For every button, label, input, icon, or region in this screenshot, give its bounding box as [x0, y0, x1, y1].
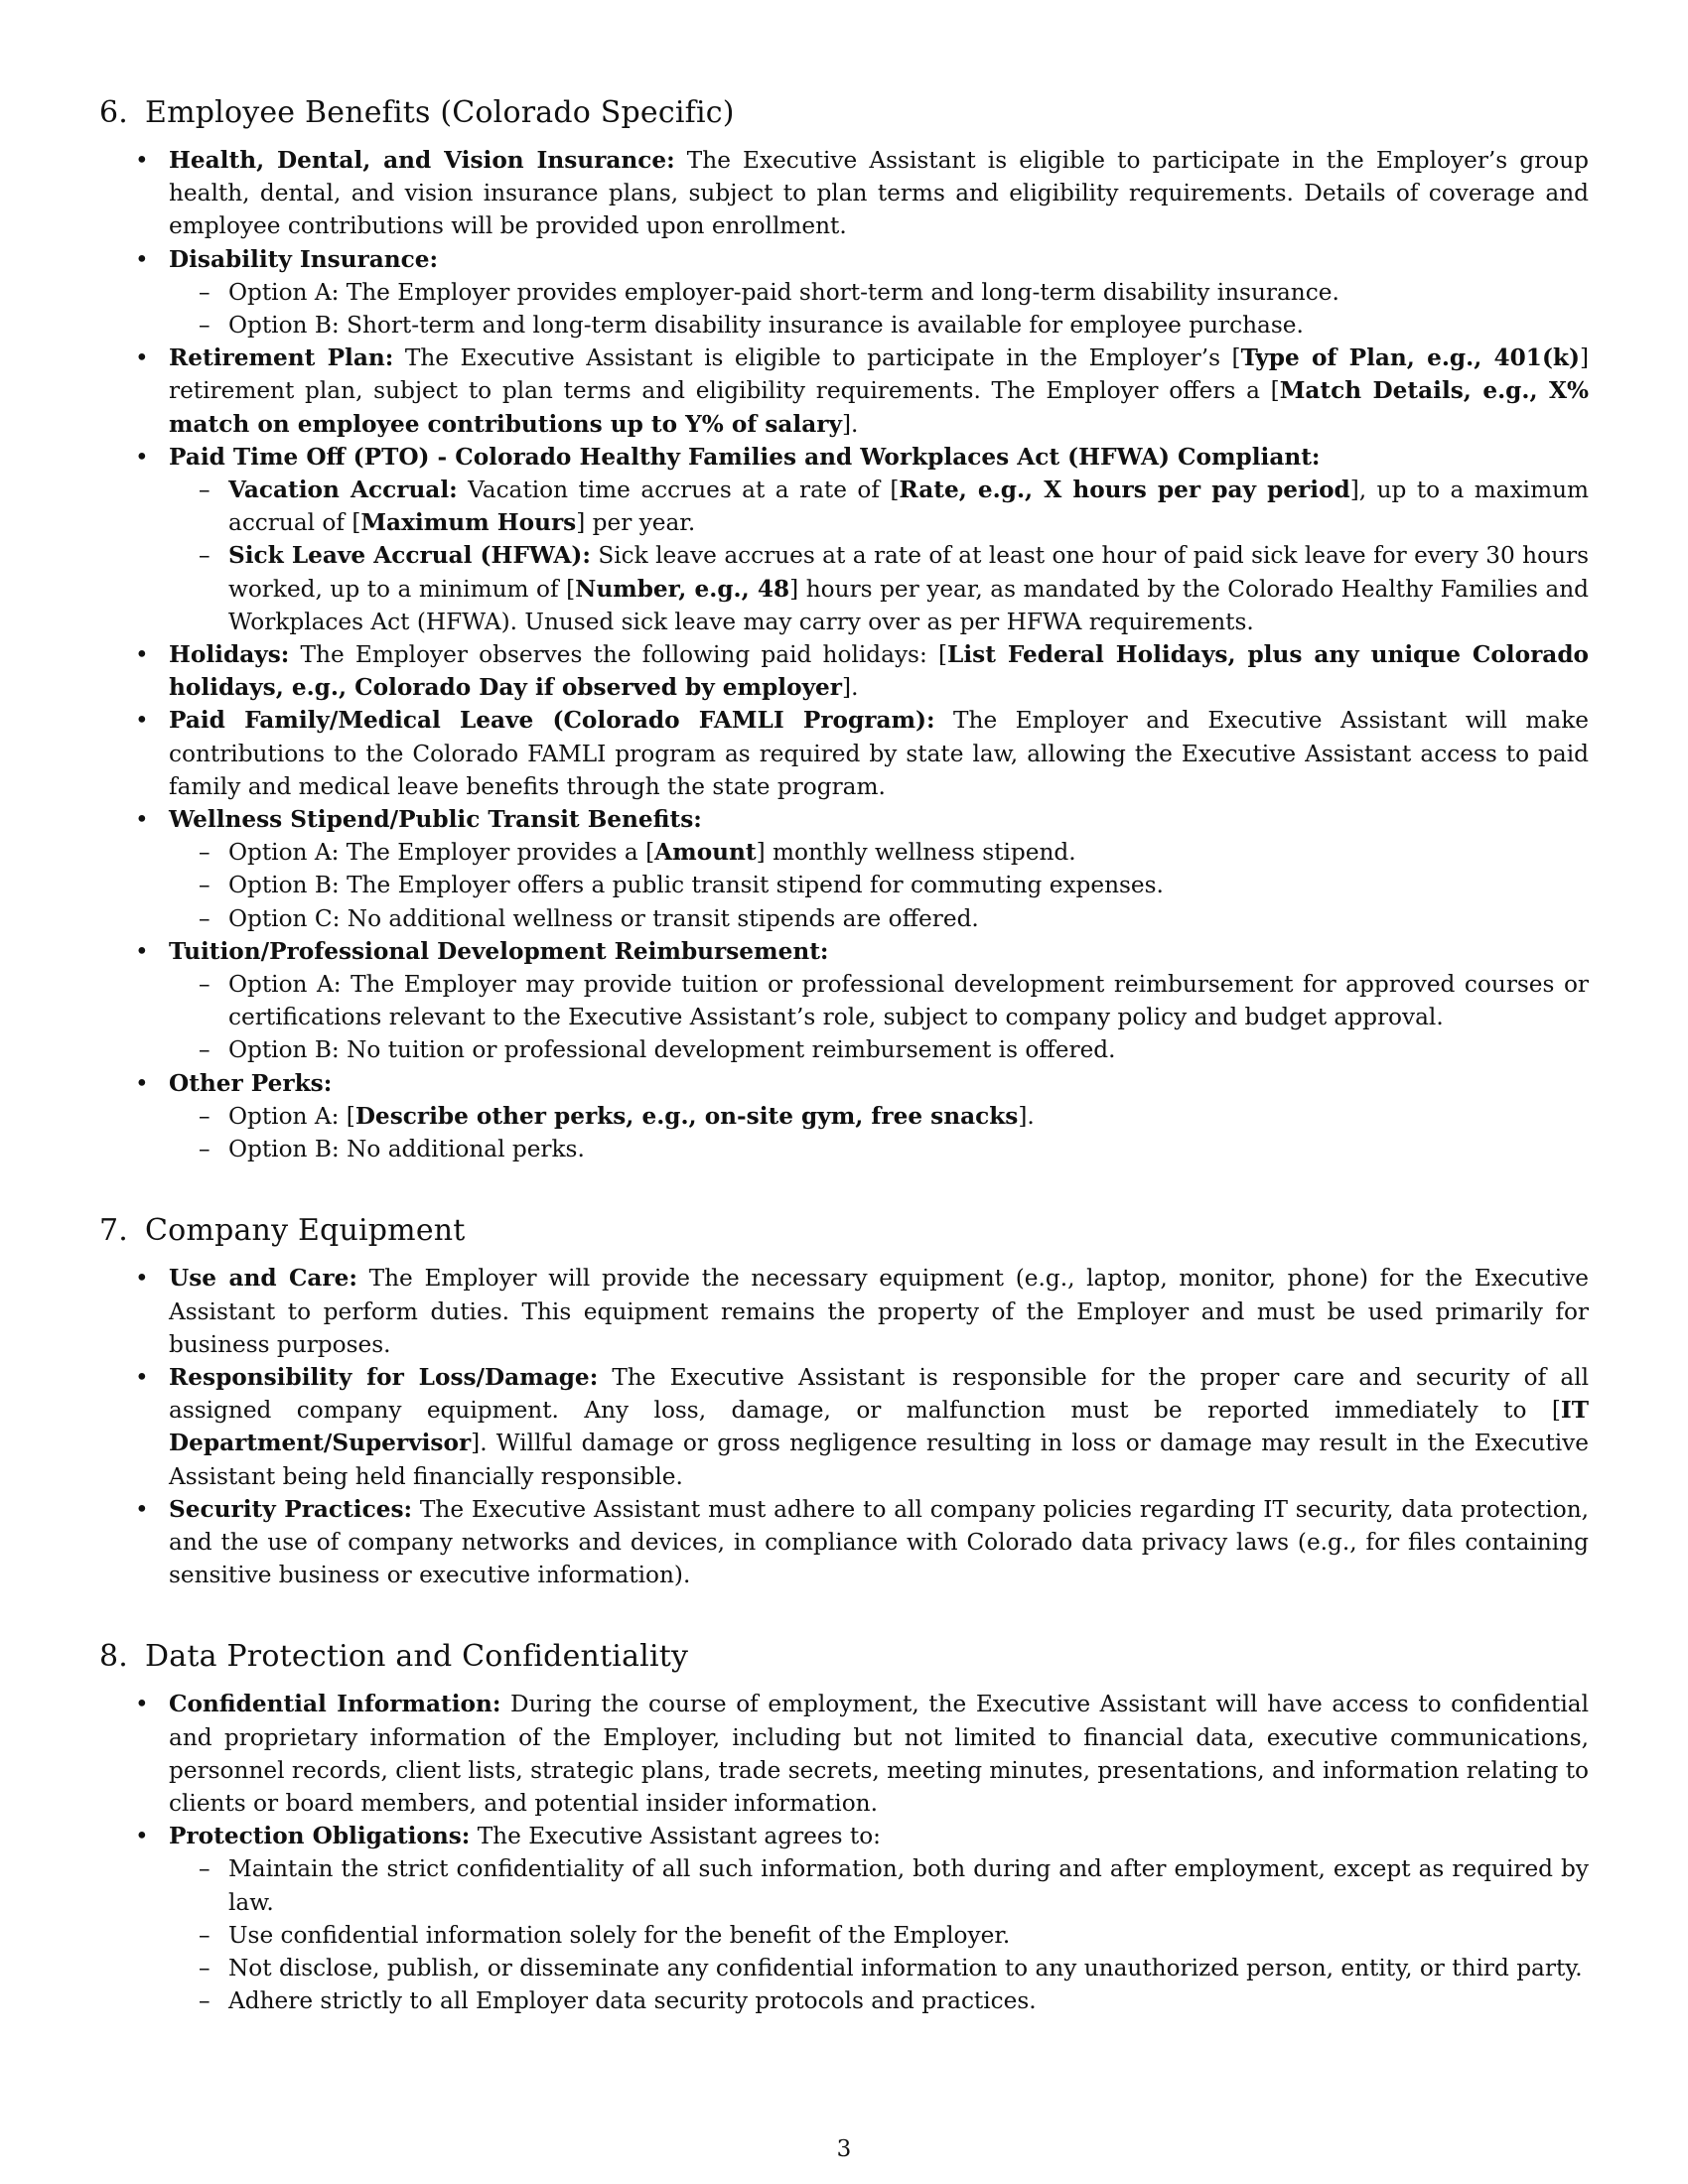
sub-list-item: – Sick Leave Accrual (HFWA): Sick leave accrues at a rate of at least one hour of paid sick leave for every 30 hours worked, up to a minimum of [Number, e.g., 48] hours per year, as mandated by the Colorado Healthy Families and Workplaces Act (HFWA). Unused sick leave may carry over as per HFWA requirements.	[169, 539, 1589, 638]
sub-list-item: – Use confidential information solely for the benefit of the Employer.	[169, 1919, 1589, 1952]
sub-list-item: – Option A: The Employer provides a [Amount] monthly wellness stipend.	[169, 836, 1589, 869]
sub-list-item: – Option A: The Employer may provide tuition or professional development reimbursement for approved courses or certifications relevant to the Executive Assistant’s role, subject to company policy and budget approval.	[169, 968, 1589, 1033]
sub-list	[169, 1100, 1589, 1165]
sub-list-item: – Adhere strictly to all Employer data security protocols and practices.	[169, 1984, 1589, 2017]
list-item: • Tuition/Professional Development Reimbursement: – Option A: The Employer may provide tuition or professional development reimbursement for approved courses or certifications relevant to the Executive Assistant’s role, subject to company policy and budget approval. – Option B: No tuition or professional development reimbursement is offered.	[99, 935, 1589, 1067]
list-item: • Retirement Plan: The Executive Assistant is eligible to participate in the Employer’s [Type of Plan, e.g., 401(k)] retirement plan, subject to plan terms and eligibility requirements. The Employer offers a [Match Details, e.g., X% match on employee contributions up to Y% of salary].	[99, 341, 1589, 441]
section-list	[99, 1262, 1589, 1591]
sub-list-item: – Option C: No additional wellness or transit stipends are offered.	[169, 902, 1589, 935]
page-content	[99, 95, 1589, 2017]
list-item: • Use and Care: The Employer will provide the necessary equipment (e.g., laptop, monitor, phone) for the Executive Assistant to perform duties. This equipment remains the property of the Employer and must be used primarily for business purposes.	[99, 1262, 1589, 1361]
sub-list-item: – Option A: The Employer provides employer-paid short-term and long-term disability insurance.	[169, 276, 1589, 309]
sub-list-item: – Vacation Accrual: Vacation time accrues at a rate of [Rate, e.g., X hours per pay period], up to a maximum accrual of [Maximum Hours] per year.	[169, 474, 1589, 539]
list-item: • Protection Obligations: The Executive Assistant agrees to: – Maintain the strict confidentiality of all such information, both during and after employment, except as required by law. – Use confidential information solely for the benefit of the Employer. – Not disclose, publish, or disseminate any confidential information to any unauthorized person, entity, or third party. – Adhere strictly to all Employer data security protocols and practices.	[99, 1820, 1589, 2017]
sub-list-item: – Not disclose, publish, or disseminate any confidential information to any unauthorized person, entity, or third party.	[169, 1952, 1589, 1984]
list-item: • Holidays: The Employer observes the following paid holidays: [List Federal Holidays, plus any unique Colorado holidays, e.g., Colorado Day if observed by employer].	[99, 638, 1589, 704]
list-item: • Health, Dental, and Vision Insurance: The Executive Assistant is eligible to participate in the Employer’s group health, dental, and vision insurance plans, subject to plan terms and eligibility requirements. Details of coverage and employee contributions will be provided upon enrollment.	[99, 144, 1589, 243]
sub-list-item: – Option A: [Describe other perks, e.g., on-site gym, free snacks].	[169, 1100, 1589, 1133]
list-item: • Disability Insurance: – Option A: The Employer provides employer-paid short-term and long-term disability insurance. – Option B: Short-term and long-term disability insurance is available for employee purchase.	[99, 243, 1589, 342]
section-list	[99, 1688, 1589, 2017]
sub-list-item: – Option B: No tuition or professional development reimbursement is offered.	[169, 1033, 1589, 1066]
sub-list	[169, 968, 1589, 1067]
sub-list-item: – Option B: No additional perks.	[169, 1133, 1589, 1165]
list-item: • Security Practices: The Executive Assistant must adhere to all company policies regarding IT security, data protection, and the use of company networks and devices, in compliance with Colorado data privacy laws (e.g., for files containing sensitive business or executive information).	[99, 1493, 1589, 1592]
section-heading: 6. Employee Benefits (Colorado Specific)	[99, 95, 735, 130]
list-item: • Responsibility for Loss/Damage: The Executive Assistant is responsible for the proper care and security of all assigned company equipment. Any loss, damage, or malfunction must be reported immediately to [IT Department/Supervisor]. Willful damage or gross negligence resulting in loss or damage may result in the Executive Assistant being held financially responsible.	[99, 1361, 1589, 1493]
section-spacer	[99, 1165, 1589, 1213]
sub-list	[169, 836, 1589, 935]
list-item: • Paid Family/Medical Leave (Colorado FAMLI Program): The Employer and Executive Assistant will make contributions to the Colorado FAMLI program as required by state law, allowing the Executive Assistant access to paid family and medical leave benefits through the state program.	[99, 704, 1589, 803]
section-heading: 7. Company Equipment	[99, 1213, 466, 1249]
page-number: 3	[836, 2136, 852, 2162]
section-list	[99, 144, 1589, 1165]
list-item: • Paid Time Off (PTO) - Colorado Healthy Families and Workplaces Act (HFWA) Compliant: – Vacation Accrual: Vacation time accrues at a rate of [Rate, e.g., X hours per pay period], up to a maximum accrual of [Maximum Hours] per year. – Sick Leave Accrual (HFWA): Sick leave accrues at a rate of at least one hour of paid sick leave for every 30 hours worked, up to a minimum of [Number, e.g., 48] hours per year, as mandated by the Colorado Healthy Families and Workplaces Act (HFWA). Unused sick leave may carry over as per HFWA requirements.	[99, 441, 1589, 638]
sub-list-item: – Maintain the strict confidentiality of all such information, both during and after employment, except as required by law.	[169, 1852, 1589, 1918]
section-heading: 8. Data Protection and Confidentiality	[99, 1639, 689, 1675]
sub-list-item: – Option B: The Employer offers a public transit stipend for commuting expenses.	[169, 869, 1589, 901]
sub-list	[169, 474, 1589, 638]
section-spacer	[99, 1591, 1589, 1639]
sub-list	[169, 1852, 1589, 2017]
list-item: • Other Perks: – Option A: [Describe other perks, e.g., on-site gym, free snacks]. – Option B: No additional perks.	[99, 1067, 1589, 1166]
sub-list	[169, 276, 1589, 341]
list-item: • Wellness Stipend/Public Transit Benefits: – Option A: The Employer provides a [Amount] monthly wellness stipend. – Option B: The Employer offers a public transit stipend for commuting expenses. – Option C: No additional wellness or transit stipends are offered.	[99, 803, 1589, 935]
sub-list-item: – Option B: Short-term and long-term disability insurance is available for employee purchase.	[169, 309, 1589, 341]
list-item: • Confidential Information: During the course of employment, the Executive Assistant will have access to confidential and proprietary information of the Employer, including but not limited to financial data, executive communications, personnel records, client lists, strategic plans, trade secrets, meeting minutes, presentations, and information relating to clients or board members, and potential insider information.	[99, 1688, 1589, 1820]
